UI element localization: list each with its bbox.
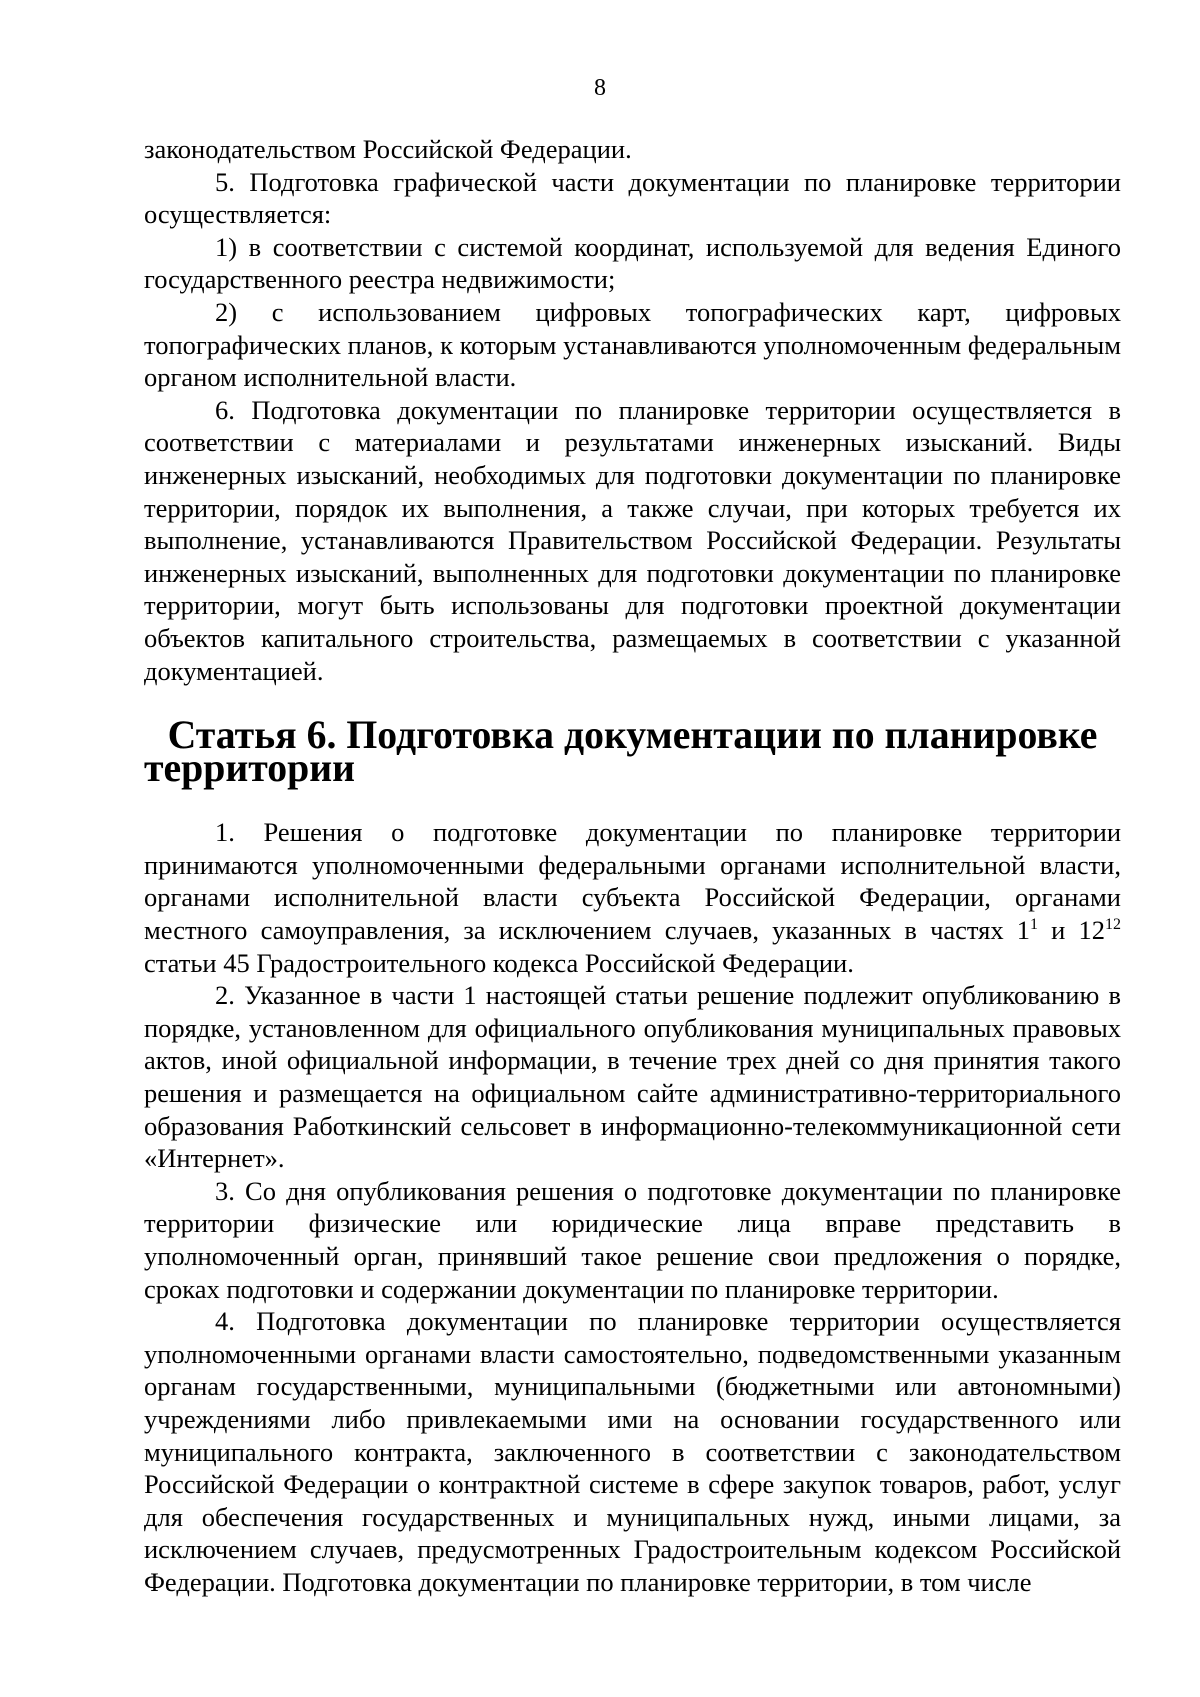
paragraph-continuation: законодательством Российской Федерации. <box>144 134 632 164</box>
paragraph-clause-5: 5. Подготовка графической части документации по планировке территории осуществляется: <box>144 166 1121 230</box>
paragraph-clause-5-item-1: 1) в соответствии с системой координат, используемой для ведения Единого государственного реестра недвижимости; <box>144 231 1121 295</box>
page-number: 8 <box>594 75 606 101</box>
clause-1-text-end: статьи 45 Градостроительного кодекса Российской Федерации. <box>144 947 854 978</box>
paragraph-clause-6: 6. Подготовка документации по планировке территории осуществляется в соответствии с материалами и результатами инженерных изысканий. Виды инженерных изысканий, необходимых для подготовки документации по планировке территории, порядок их выполнения, а также случаи, при которых требуется их выполнение, устанавливаются Правительством Российской Федерации. Результаты инженерных изысканий, выполненных для подготовки документации по планировке территории, могут быть использованы для подготовки проектной документации объектов капитального строительства, размещаемых в соответствии с указанной документацией. <box>144 394 1121 686</box>
clause-1-superscript-1: 1 <box>1030 916 1038 934</box>
article-heading: Статья 6. Подготовка документации по планировке территории <box>144 713 1098 790</box>
clause-1-superscript-12: 12 <box>1105 916 1121 934</box>
document-body <box>144 133 1121 1599</box>
paragraph-article6-clause-2: 2. Указанное в части 1 настоящей статьи решение подлежит опубликованию в порядке, установленном для официального опубликования муниципальных правовых актов, иной официальной информации, в течение трех дней со дня принятия такого решения и размещается на официальном сайте административно-территориального образования Работкинский сельсовет в информационно-телекоммуникационной сети «Интернет». <box>144 980 1121 1174</box>
paragraph-article6-clause-1 <box>144 816 1121 979</box>
clause-1-text-middle: и 12 <box>1038 915 1105 946</box>
paragraph-clause-5-item-2: 2) с использованием цифровых топографических карт, цифровых топографических планов, к которым устанавливаются уполномоченным федеральным органом исполнительной власти. <box>144 296 1121 393</box>
paragraph-article6-clause-3: 3. Со дня опубликования решения о подготовке документации по планировке территории физические или юридические лица вправе представить в уполномоченный орган, принявший такое решение свои предложения о порядке, сроках подготовки и содержании документации по планировке территории. <box>144 1175 1121 1304</box>
paragraph-article6-clause-4: 4. Подготовка документации по планировке территории осуществляется уполномоченными органами власти самостоятельно, подведомственными указанным органам государственными, муниципальными (бюджетными или автономными) учреждениями либо привлекаемыми ими на основании государственного или муниципального контракта, заключенного в соответствии с законодательством Российской Федерации о контрактной системе в сфере закупок товаров, работ, услуг для обеспечения государственных и муниципальных нужд, иными лицами, за исключением случаев, предусмотренных Градостроительным кодексом Российской Федерации. Подготовка документации по планировке территории, в том числе <box>144 1306 1121 1597</box>
clause-1-text-start: 1. Решения о подготовке документации по планировке территории принимаются уполномоченными федеральными органами исполнительной власти, органами исполнительной власти субъекта Российской Федерации, органами местного самоуправления, за исключением случаев, указанных в частях 1 <box>144 817 1121 946</box>
